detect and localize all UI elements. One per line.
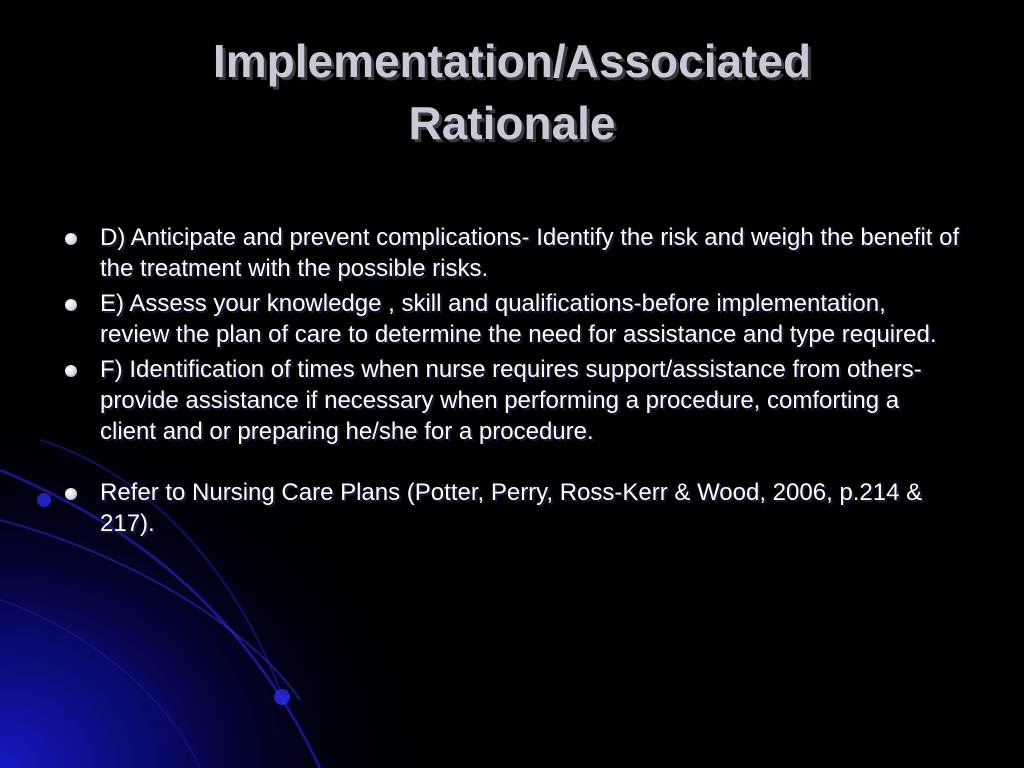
deco-dot-1 (37, 493, 51, 507)
bullet-text: D) Anticipate and prevent complications- Identify the risk and weigh the benefit of the treatment with the possible risks. (100, 224, 960, 282)
bullet-item (60, 222, 960, 284)
bullet-text: E) Assess your knowledge , skill and qualifications-before implementation, review the plan of care to determine the need for assistance and type required. (100, 290, 937, 348)
bullet-item (60, 354, 960, 447)
bullet-dot-icon (65, 488, 77, 500)
deco-dot-2 (274, 689, 290, 705)
bullet-item (60, 288, 960, 350)
bullet-item (60, 477, 960, 539)
title-line-1: Implementation/Associated (212, 35, 812, 87)
bullet-dot-icon (65, 365, 77, 377)
bullet-text: F) Identification of times when nurse requires support/assistance from others-provide assistance if necessary when performing a procedure, comforting a client and or preparing he/she for a procedure. (100, 356, 922, 445)
bullet-text: Refer to Nursing Care Plans (Potter, Perry, Ross-Kerr & Wood, 2006, p.214 & 217). (100, 479, 923, 537)
bullet-dot-icon (65, 299, 77, 311)
slide-title (0, 30, 1024, 154)
bullet-dot-icon (65, 233, 77, 245)
bullet-list (60, 222, 960, 543)
title-line-2: Rationale (408, 97, 616, 149)
